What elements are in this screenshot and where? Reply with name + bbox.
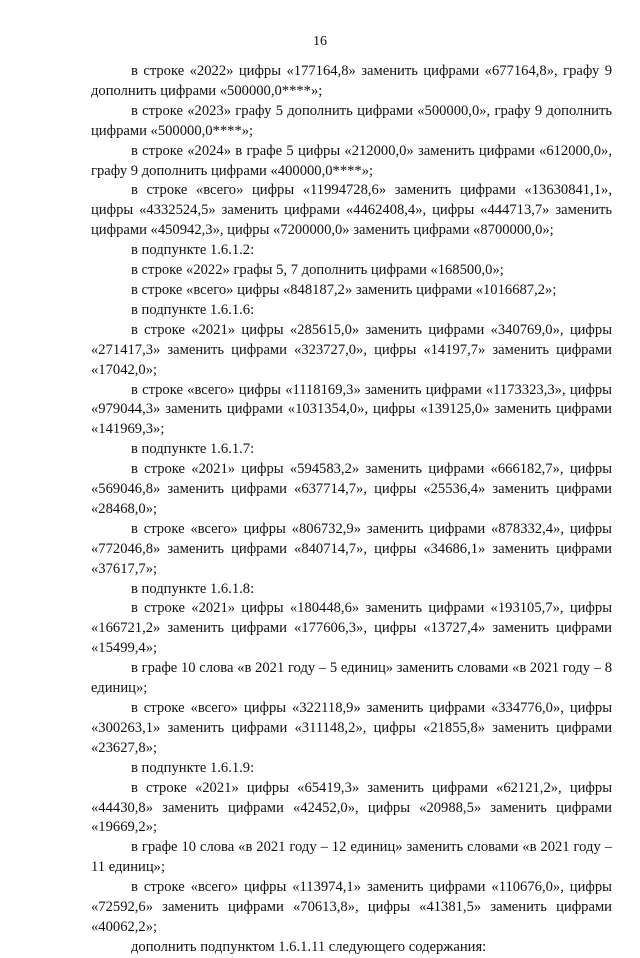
paragraph: в строке «2021» цифры «594583,2» заменить цифрами «666182,7», цифры «569046,8» заменить цифрами «637714,7», цифры «25536,4» заменить цифрами «28468,0»; — [91, 461, 612, 517]
paragraph: в строке «всего» цифры «322118,9» заменить цифрами «334776,0», цифры «300263,1» заменить цифрами «311148,2», цифры «21855,8» заменить цифрами «23627,8»; — [91, 700, 612, 756]
paragraph: в строке «всего» цифры «11994728,6» заменить цифрами «13630841,1», цифры «4332524,5» заменить цифрами «4462408,4», цифры «444713,7» заменить цифрами «450942,3», цифры «7200000,0» заменить цифрами «8700000,0»; — [91, 182, 612, 239]
paragraph: в строке «2024» в графе 5 цифры «212000,0» заменить цифрами «612000,0», графу 9 дополнить цифрами «400000,0****»; — [91, 142, 612, 179]
document-body — [91, 62, 612, 958]
paragraph: в подпункте 1.6.1.6: — [131, 301, 255, 318]
paragraph: в строке «2022» цифры «177164,8» заменить цифрами «677164,8», графу 9 дополнить цифрами «500000,0****»; — [91, 63, 612, 99]
paragraph: в строке «2023» графу 5 дополнить цифрами «500000,0», графу 9 дополнить цифрами «500000,0****»; — [91, 102, 612, 139]
paragraph: в подпункте 1.6.1.2: — [131, 242, 255, 259]
paragraph: в строке «всего» цифры «806732,9» заменить цифрами «878332,4», цифры «772046,8» заменить цифрами «840714,7», цифры «34686,1» заменить цифрами «37617,7»; — [91, 520, 612, 577]
paragraph: в строке «2021» цифры «65419,3» заменить цифрами «62121,2», цифры «44430,8» заменить цифрами «42452,0», цифры «20988,5» заменить цифрами «19669,2»; — [91, 779, 612, 836]
paragraph: в строке «всего» цифры «1118169,3» заменить цифрами «1173323,3», цифры «979044,3» заменить цифрами «1031354,0», цифры «139125,0» заменить цифрами «141969,3»; — [91, 381, 612, 438]
paragraph: в графе 10 слова «в 2021 году – 5 единиц» заменить словами «в 2021 году – 8 единиц»; — [91, 660, 612, 697]
page-number: 16 — [313, 34, 327, 49]
paragraph: в строке «2022» графы 5, 7 дополнить цифрами «168500,0»; — [131, 262, 504, 279]
paragraph: в строке «всего» цифры «848187,2» заменить цифрами «1016687,2»; — [131, 281, 557, 298]
paragraph: в строке «2021» цифры «180448,6» заменить цифрами «193105,7», цифры «166721,2» заменить цифрами «177606,3», цифры «13727,4» заменить цифрами «15499,4»; — [91, 600, 612, 657]
paragraph: в графе 10 слова «в 2021 году – 12 единиц» заменить словами «в 2021 году – 11 единиц»; — [91, 839, 612, 876]
paragraph: в подпункте 1.6.1.8: — [131, 580, 255, 597]
paragraph: в подпункте 1.6.1.9: — [131, 759, 255, 776]
paragraph: в подпункте 1.6.1.7: — [131, 441, 255, 458]
paragraph: в строке «всего» цифры «113974,1» заменить цифрами «110676,0», цифры «72592,6» заменить цифрами «70613,8», цифры «41381,5» заменить цифрами «40062,2»; — [91, 879, 612, 935]
paragraph: дополнить подпунктом 1.6.1.11 следующего содержания: — [131, 938, 487, 955]
paragraph: в строке «2021» цифры «285615,0» заменить цифрами «340769,0», цифры «271417,3» заменить цифрами «323727,0», цифры «14197,7» заменить цифрами «17042,0»; — [91, 321, 612, 378]
